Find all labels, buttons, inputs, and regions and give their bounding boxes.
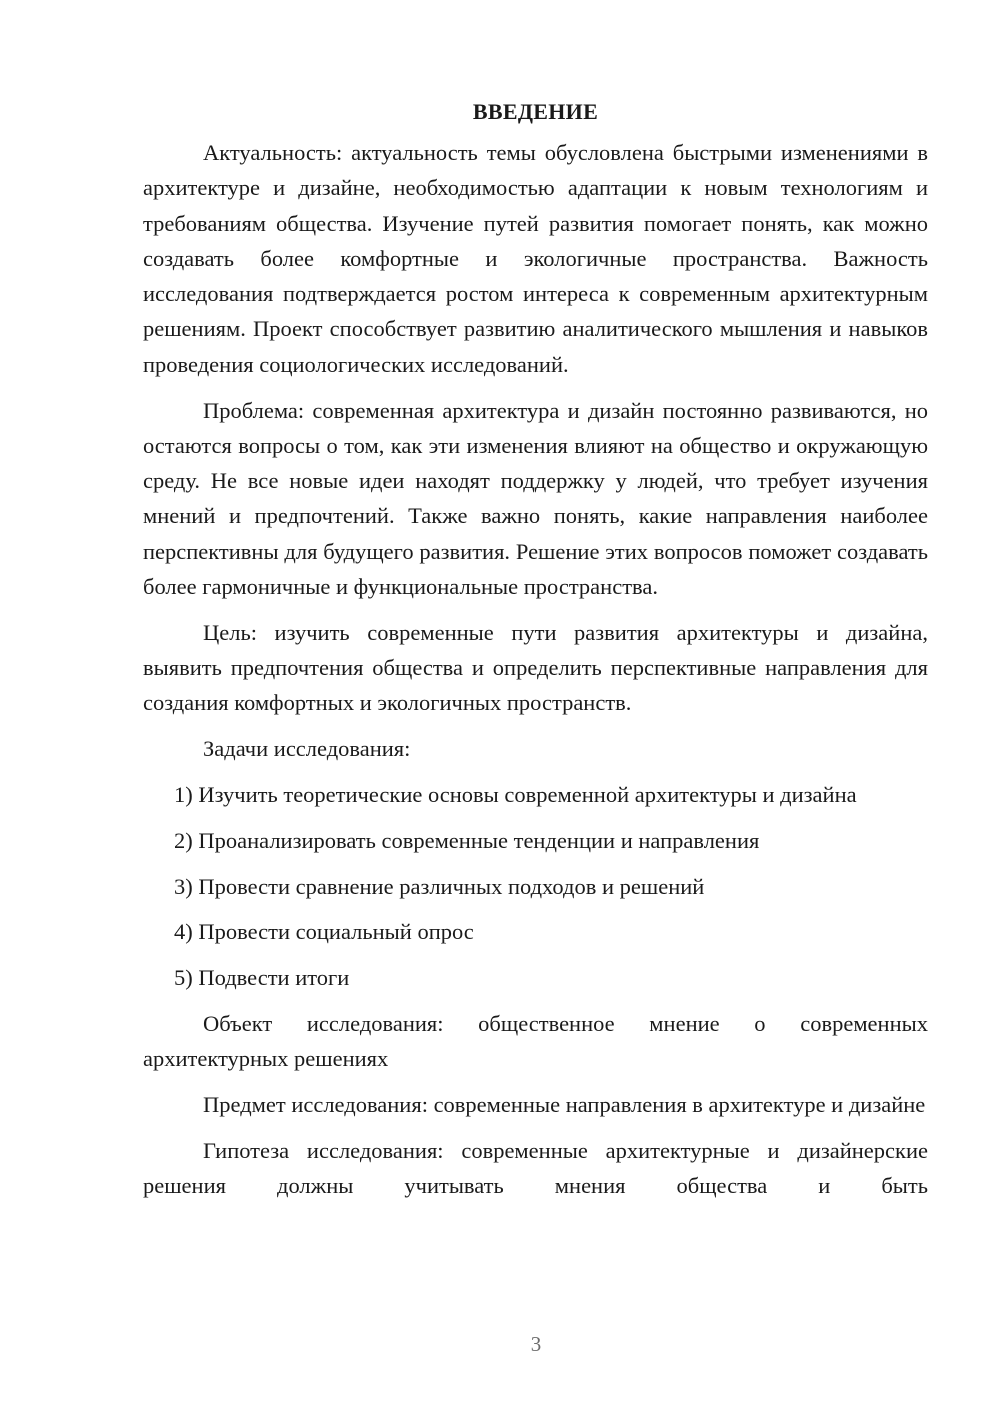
- list-item: 1) Изучить теоретические основы современной архитектуры и дизайна: [174, 782, 857, 808]
- paragraph-goal: Цель: изучить современные пути развития архитектуры и дизайна, выявить предпочтения общества и определить перспективные направления для создания комфортных и экологичных пространств.: [143, 619, 928, 716]
- paragraph-subject: Предмет исследования: современные направления в архитектуре и дизайне: [203, 1092, 926, 1118]
- page-title: ВВЕДЕНИЕ: [472, 99, 599, 124]
- page-number: 3: [530, 1332, 542, 1356]
- list-item: 2) Проанализировать современные тенденции и направления: [174, 827, 760, 853]
- list-item: 4) Провести социальный опрос: [174, 919, 474, 945]
- document-page: [143, 94, 928, 1214]
- paragraph-object: Объект исследования: общественное мнение о современных архитектурных решениях: [143, 1011, 928, 1072]
- paragraph-problem: Проблема: современная архитектура и дизайн постоянно развиваются, но остаются вопросы о том, как эти изменения влияют на общество и окружающую среду. Не все новые идеи находят поддержку у людей, что требует изучения мнений и предпочтений. Также важно понять, какие направления наиболее перспективны для будущего развития. Решение этих вопросов поможет создавать более гармоничные и функциональные пространства.: [143, 397, 928, 600]
- tasks-title: Задачи исследования:: [203, 736, 411, 762]
- list-item: 3) Провести сравнение различных подходов и решений: [174, 873, 705, 899]
- list-item: 5) Подвести итоги: [174, 965, 350, 991]
- paragraph-relevance: Актуальность: актуальность темы обусловлена быстрыми изменениями в архитектуре и дизайне, необходимостью адаптации к новым технологиям и требованиям общества. Изучение путей развития помогает понять, как можно создавать более комфортные и экологичные пространства. Важность исследования подтверждается ростом интереса к современным архитектурным решениям. Проект способствует развитию аналитического мышления и навыков проведения социологических исследований.: [143, 140, 928, 377]
- paragraph-hypothesis: Гипотеза исследования: современные архитектурные и дизайнерские решения должны учитывать мнения общества и быть: [143, 1137, 928, 1199]
- tasks-list: [143, 777, 928, 995]
